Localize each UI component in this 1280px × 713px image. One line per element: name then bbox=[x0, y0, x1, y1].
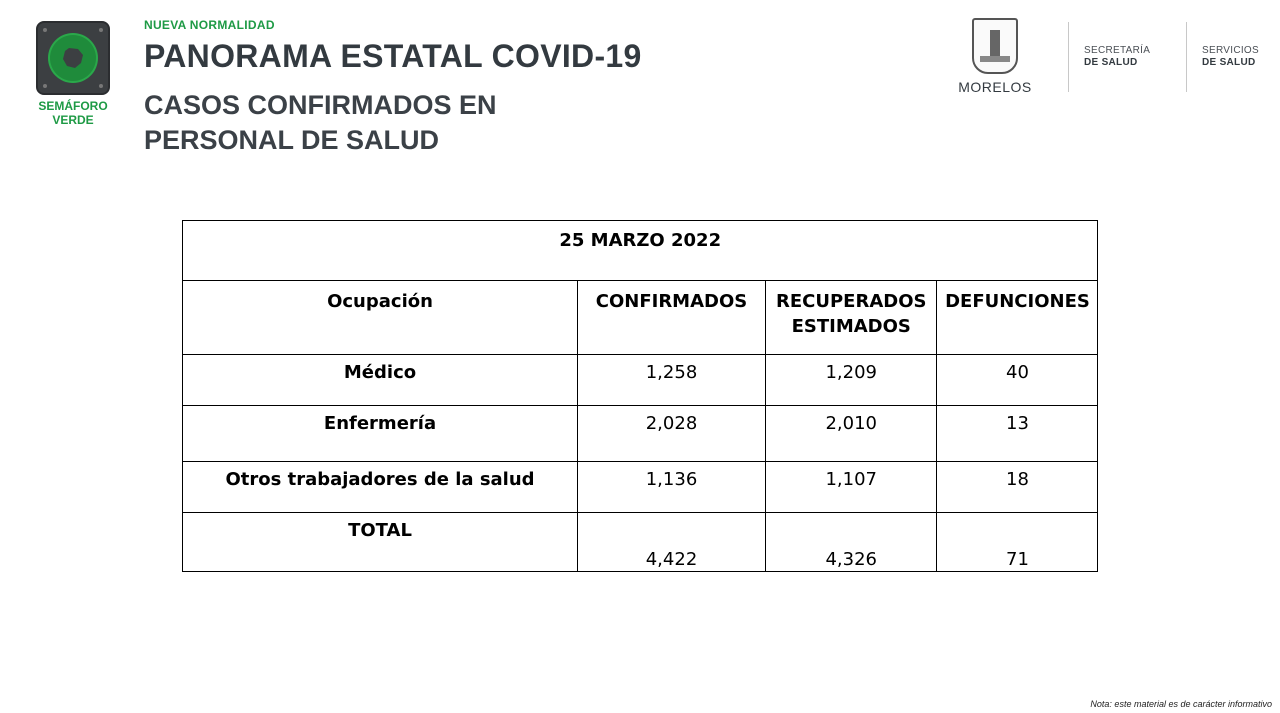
secretaria-salud-logo: SECRETARÍA DE SALUD bbox=[1084, 45, 1151, 68]
traffic-light-icon bbox=[36, 21, 110, 95]
semaforo-badge bbox=[36, 21, 110, 127]
cell-confirmados: 1,258 bbox=[578, 355, 766, 406]
semaforo-label: SEMÁFORO VERDE bbox=[38, 99, 108, 127]
divider bbox=[1186, 22, 1187, 92]
total-defunciones: 71 bbox=[937, 513, 1098, 572]
cell-ocupacion: Médico bbox=[183, 355, 578, 406]
morelos-logo bbox=[955, 18, 1035, 95]
total-confirmados: 4,422 bbox=[578, 513, 766, 572]
table-header-row bbox=[183, 281, 1098, 355]
morelos-name: MORELOS bbox=[958, 79, 1032, 95]
cell-ocupacion: Enfermería bbox=[183, 406, 578, 462]
cell-defunciones: 13 bbox=[937, 406, 1098, 462]
header-recuperados: RECUPERADOS ESTIMADOS bbox=[766, 281, 937, 355]
page-title: PANORAMA ESTATAL COVID-19 bbox=[144, 38, 642, 74]
health-staff-cases-table bbox=[182, 220, 1098, 572]
header-kicker: NUEVA NORMALIDAD bbox=[144, 18, 275, 32]
cell-defunciones: 18 bbox=[937, 462, 1098, 513]
header-ocupacion: Ocupación bbox=[183, 281, 578, 355]
table-row bbox=[183, 406, 1098, 462]
total-label: TOTAL bbox=[183, 513, 578, 572]
table-total-row bbox=[183, 513, 1098, 572]
page-subtitle: CASOS CONFIRMADOS EN PERSONAL DE SALUD bbox=[144, 90, 497, 155]
cell-recuperados: 1,209 bbox=[766, 355, 937, 406]
cell-confirmados: 2,028 bbox=[578, 406, 766, 462]
header-confirmados: CONFIRMADOS bbox=[578, 281, 766, 355]
divider bbox=[1068, 22, 1069, 92]
cell-recuperados: 2,010 bbox=[766, 406, 937, 462]
cell-ocupacion: Otros trabajadores de la salud bbox=[183, 462, 578, 513]
table-date: 25 MARZO 2022 bbox=[183, 221, 1098, 281]
cell-confirmados: 1,136 bbox=[578, 462, 766, 513]
cell-defunciones: 40 bbox=[937, 355, 1098, 406]
footer-note: Nota: este material es de carácter informativo bbox=[1090, 699, 1272, 709]
header-defunciones: DEFUNCIONES bbox=[937, 281, 1098, 355]
cell-recuperados: 1,107 bbox=[766, 462, 937, 513]
morelos-crest-icon bbox=[972, 18, 1018, 74]
table-row bbox=[183, 355, 1098, 406]
total-recuperados: 4,326 bbox=[766, 513, 937, 572]
table-row bbox=[183, 462, 1098, 513]
servicios-salud-logo: SERVICIOS DE SALUD bbox=[1202, 45, 1259, 68]
